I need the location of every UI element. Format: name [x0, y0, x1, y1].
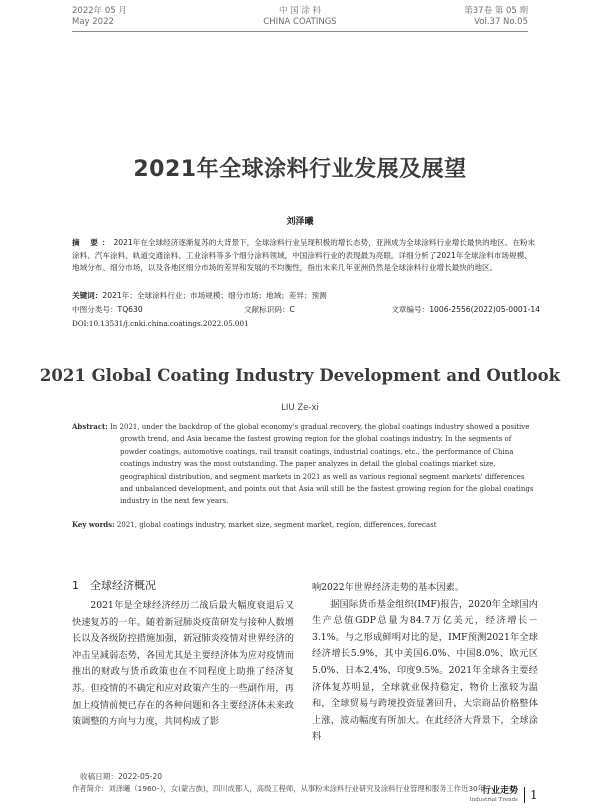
keywords-en-label: Key words: — [72, 520, 115, 529]
header-date-cn: 2022年 05 月 — [72, 6, 127, 16]
abstract-cn — [72, 237, 536, 275]
paragraph: 响2022年世界经济走势的基本因素。 — [312, 582, 465, 593]
document-code: 文献标识码：C — [244, 305, 295, 314]
section-heading — [72, 578, 294, 594]
header-date-en: May 2022 — [72, 17, 114, 27]
article-number: 文章编号：1006-2556(2022)05-0001-14 — [391, 305, 540, 314]
doi: DOI:10.13531/j.cnki.china.coatings.2022.05.001 — [72, 319, 249, 328]
abstract-cn-label: 摘 要： — [72, 238, 114, 247]
keywords-en-text: 2021, global coatings industry, market size, segment market, region, differences, forecast — [114, 521, 437, 529]
author-cn: 刘泽曦 — [286, 217, 314, 227]
keywords-cn — [72, 290, 536, 302]
page-number: 1 — [530, 788, 538, 802]
keywords-cn-text: 2021年；全球涂料行业；市场规模；细分市场；地域；差异；预测 — [102, 291, 327, 300]
article-title-en: 2021 Global Coating Industry Development and Outlook — [39, 366, 561, 385]
abstract-en — [72, 421, 538, 508]
paragraph: 2021年是全球经济经历二战后最大幅度衰退后又快速复苏的一年。随着新冠肺炎疫苗研发与接种人数增长以及各级防控措施加强，新冠肺炎疫情对世界经济的冲击呈减弱态势，各国尤其是主要经济体为应对疫情而推出的财政与货币政策也在不同程度上助推了经济复苏。但疫情的不确定和应对政策产生的一些副作用，再加上疫情前便已存在的各种问题和各主要经济体未来政策调整的方向与力度，共同构成了影 — [72, 600, 294, 728]
paragraph: 据国际货币基金组织(IMF)报告，2020年全球国内生产总值GDP总量为84.7万亿美元，经济增长－3.1%。与之形成鲜明对比的是，IMF预测2021年全球经济增长5.9%，其中美国6.0%、中国8.0%、欧元区5.0%、日本2.4%、印度9.5%。2021年全球各主要经济体复苏明显，全球就业保持稳定，物价上涨较为温和，全球贸易与跨境投资显著回升，大宗商品价格整体上涨，波动幅度有所加大。在此经济大背景下，全球涂料 — [312, 598, 538, 743]
body-column-right — [312, 580, 538, 746]
section-number: 1 — [72, 579, 79, 592]
header-rule — [72, 31, 528, 32]
page-number-divider — [524, 787, 525, 803]
body-column-left — [72, 578, 294, 731]
received-date: 收稿日期：2022-05-20 — [80, 772, 163, 781]
header-volume-en: Vol.37 No.05 — [474, 17, 528, 27]
body-text-right — [312, 580, 538, 746]
header-volume-cn: 第37卷 第 05 期 — [464, 6, 528, 16]
article-title-cn: 2021年全球涂料行业发展及展望 — [133, 157, 467, 182]
header-journal-en: CHINA COATINGS — [263, 17, 337, 27]
header-journal-cn: 中 国 涂 料 — [278, 6, 322, 16]
author-bio: 作者简介：刘泽曦（1960–），女(蒙古族)，四川成都人，高级工程师，从事粉末涂料行业研究及涂料行业管理和服务工作近30年。 — [72, 784, 493, 793]
section-title: 全球经济概况 — [90, 579, 156, 592]
footer-section-cn: 行业走势 — [481, 786, 518, 796]
header-right — [464, 6, 528, 28]
abstract-en-text: In 2021, under the backdrop of the global economy's gradual recovery, the global coatings industry showed a positive growth trend, and Asia became the fastest growing region for the global coatings industry. In the segments of powder coatings, automotive coatings, rail transit coatings, industrial coatings, etc., the performance of China coatings industry was the most outstanding. The paper analyzes in detail the global coatings market size, geographical distribution, and segment markets in 2021 as well as various regional segment markets' differences and unbalanced development, and points out that Asia will still be the fastest growing region for the global coatings industry in the next few years. — [107, 423, 534, 506]
abstract-en-label: Abstract: — [72, 422, 108, 431]
keywords-cn-label: 关键词： — [72, 291, 103, 300]
author-en: LIU Ze-xi — [281, 403, 319, 413]
keywords-en — [72, 519, 538, 531]
body-text-left — [72, 598, 294, 731]
abstract-cn-text: 2021年在全球经济逐渐复苏的大背景下，全球涂料行业呈现积极的增长态势，亚洲成为全球涂料行业增长最快的地区。在粉末涂料、汽车涂料、轨道交通涂料、工业涂料等多个细分涂料领域，中国涂料行业的表现最为亮眼。详细分析了2021年全球涂料市场规模、地域分布、细分市场，以及各地区细分市场的差异和发展的不均衡性，指出未来几年亚洲仍然是全球涂料行业增长最快的地区。 — [72, 238, 536, 273]
clc-number: 中图分类号：TQ630 — [72, 305, 143, 314]
footer-section-en: Industrial Trends — [469, 797, 518, 803]
